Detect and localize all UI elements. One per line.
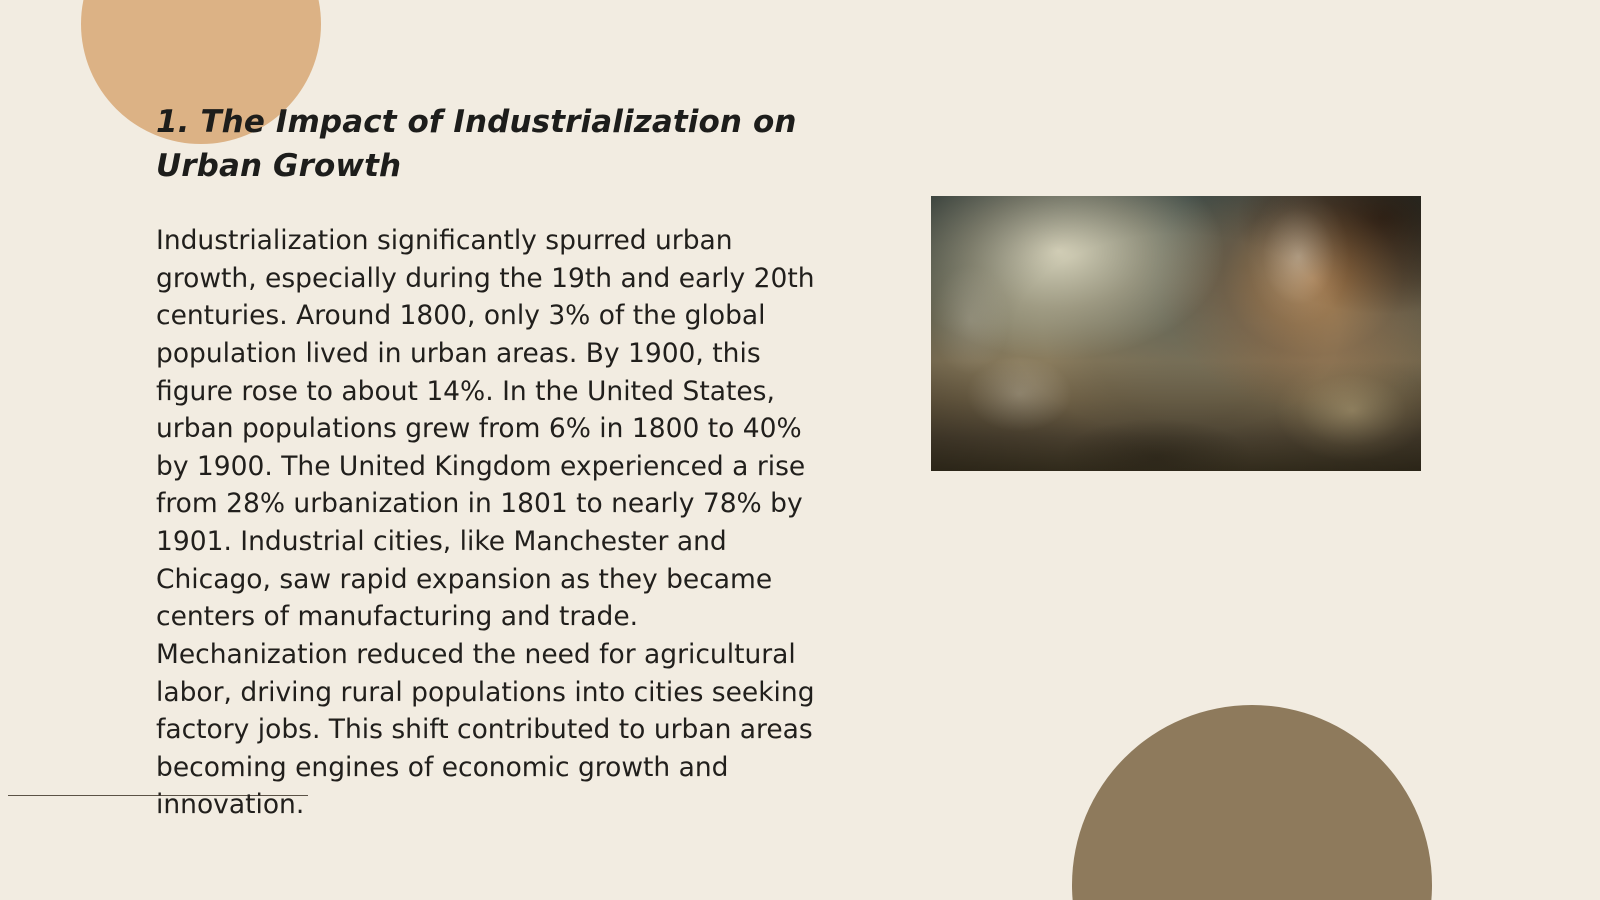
decorative-circle-bottom [1072,705,1432,900]
slide-image [931,196,1421,471]
slide-content [156,100,836,824]
slide-title: 1. The Impact of Industrialization on Urban Growth [156,104,797,185]
slide-body-text: Industrialization significantly spurred urban growth, especially during the 19th and early 20th centuries. Around 1800, only 3% of the global population lived in urban areas. By 1900, this figure rose to about 14%. In the United States, urban populations grew from 6% in 1800 to 40% by 1900. The United Kingdom experienced a rise from 28% urbanization in 1801 to nearly 78% by 1901. Industrial cities, like Manchester and Chicago, saw rapid expansion as they became centers of manufacturing and trade. Mechanization reduced the need for agricultural labor, driving rural populations into cities seeking factory jobs. This shift contributed to urban areas becoming engines of economic growth and innovation. [156,225,815,821]
painting-vignette [931,196,1421,471]
